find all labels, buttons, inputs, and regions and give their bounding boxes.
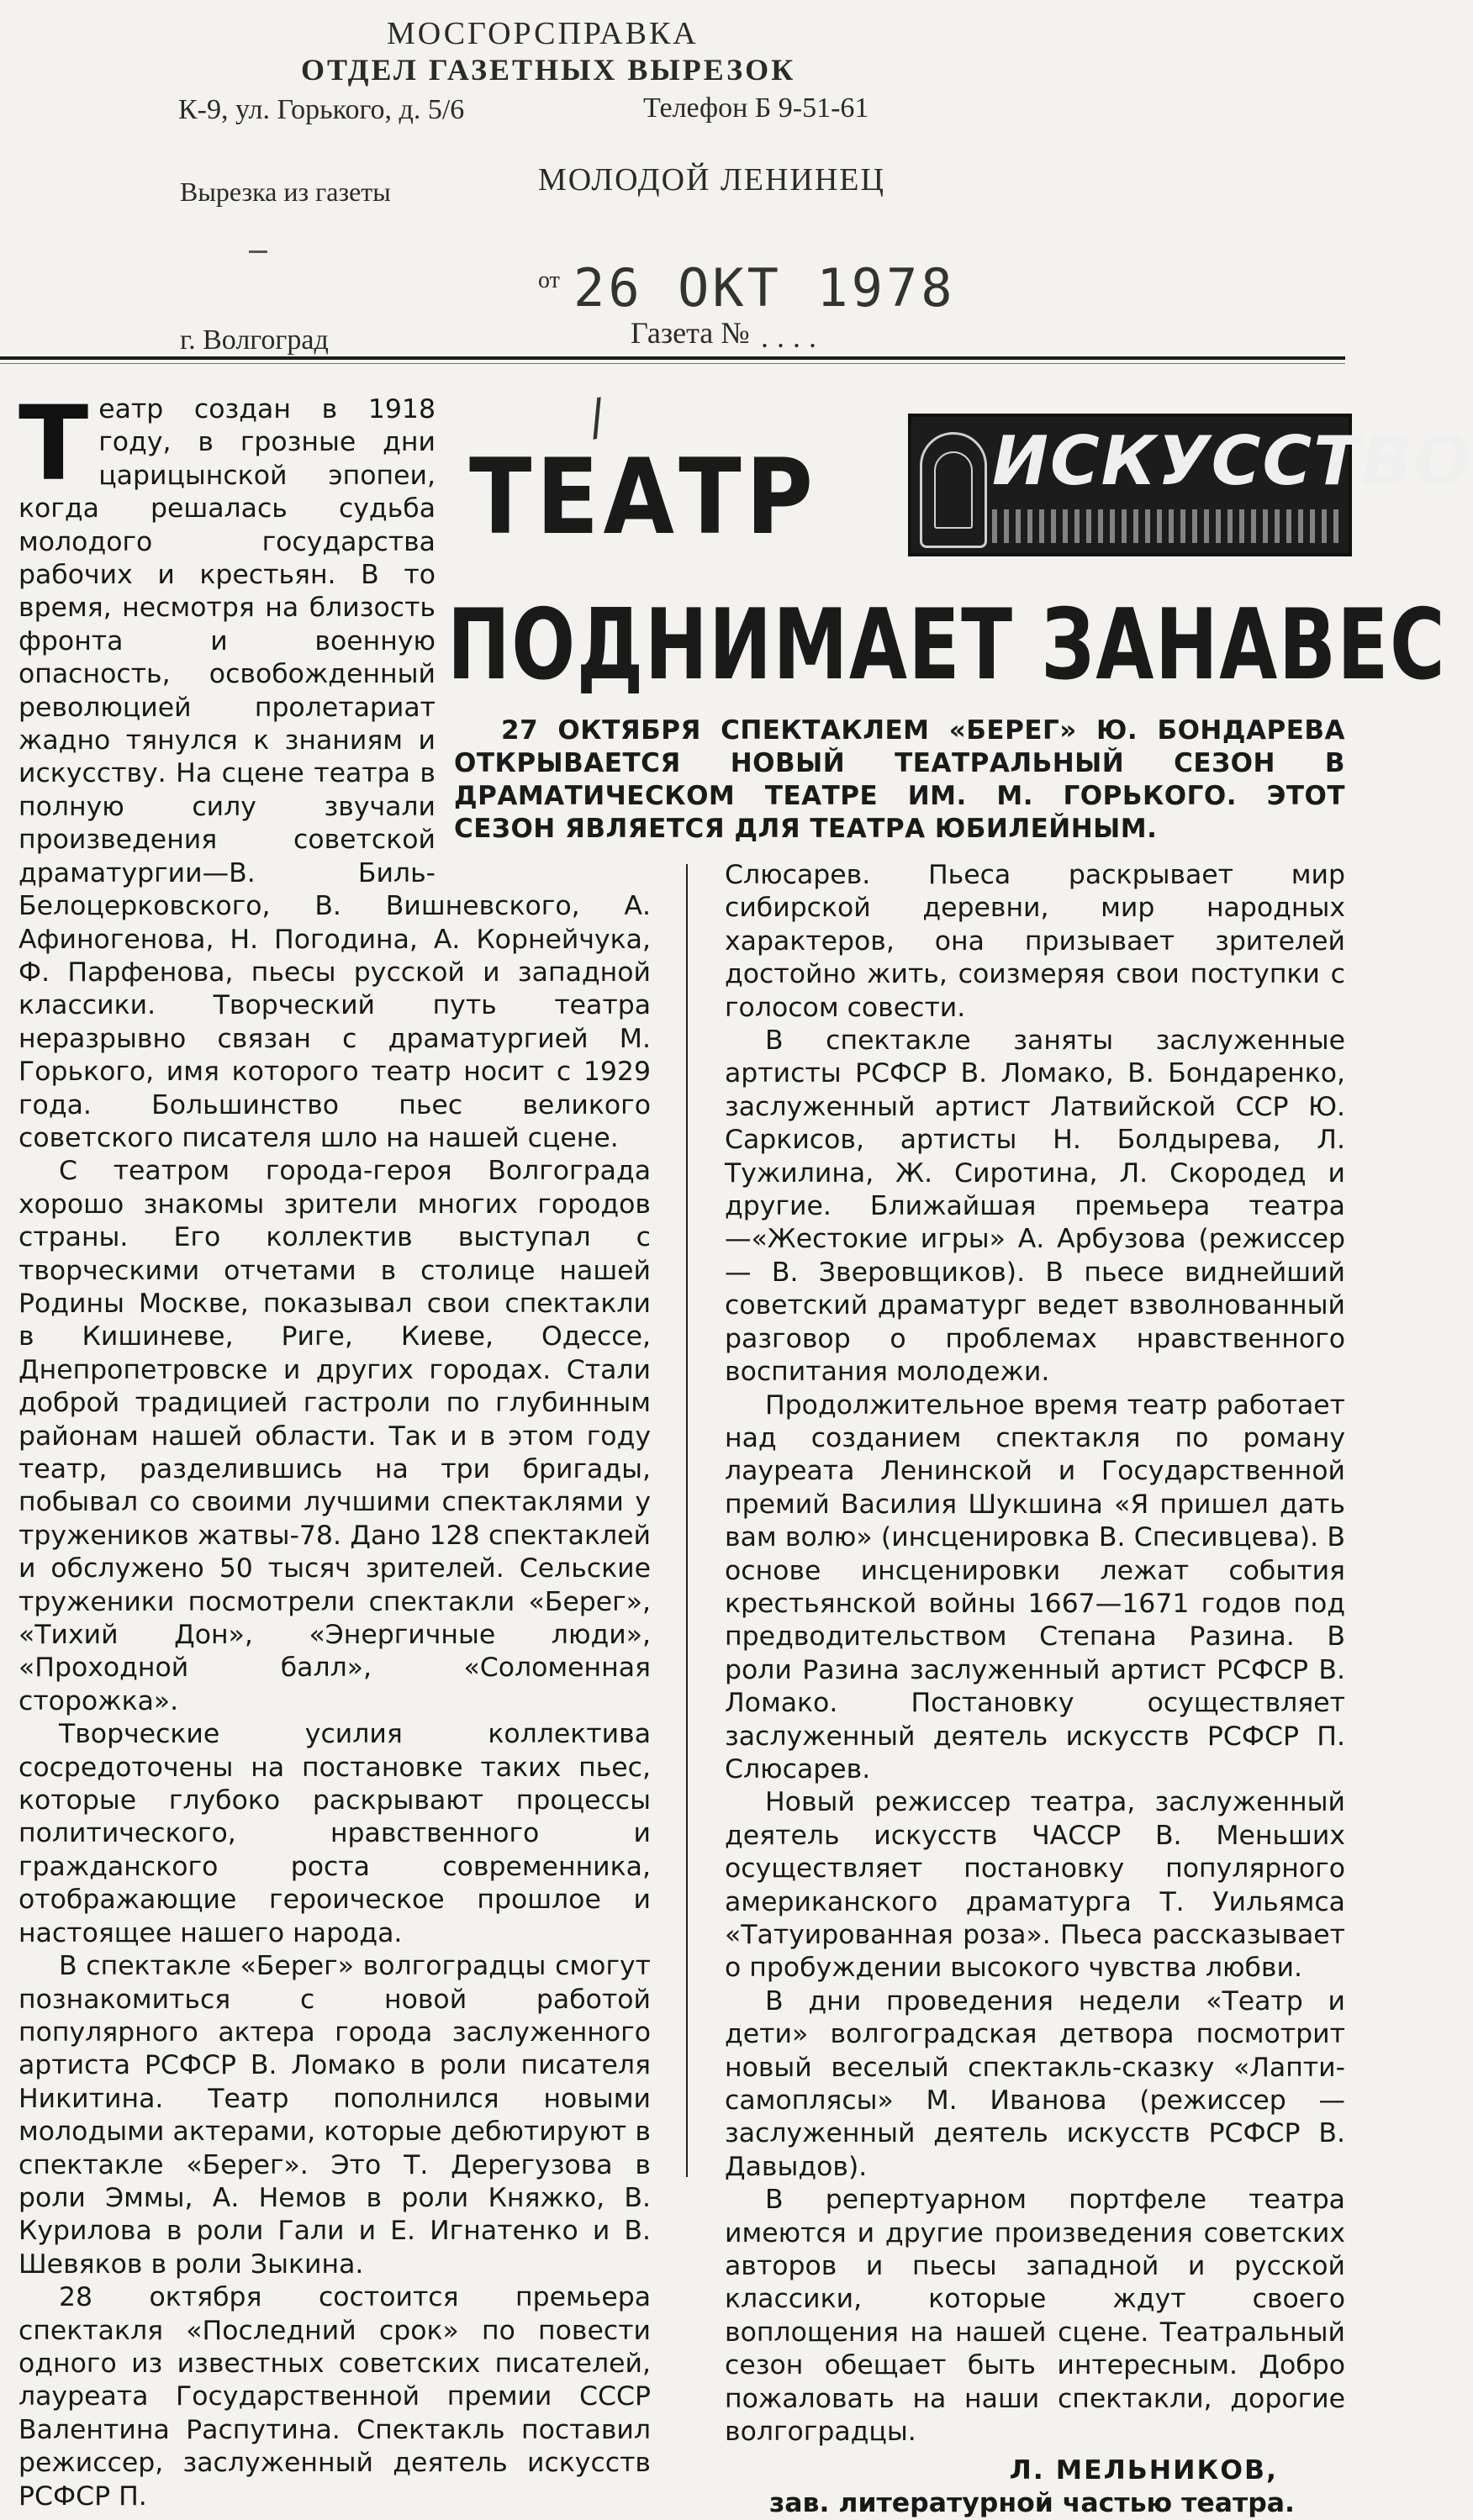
article-column-2 bbox=[725, 859, 1345, 2520]
paragraph: Продолжительное время театр работает над созданием спектакля по роману лауреата Ленинской и Государственной премий Василия Шукшина «Я пришел дать вам волю» (инсценировка В. Спесивцева). В основе инсценировки лежат события крестьянской войны 1667—1671 годов под предводительством Степана Разина. В роли Разина заслуженный артист РСФСР В. Ломако. Постановку осуществляет заслуженный деятель искусств РСФСР П. Слюсарев. bbox=[725, 1389, 1345, 1787]
drop-cap: Т bbox=[18, 402, 88, 486]
gazeta-number-label: Газета № bbox=[631, 315, 750, 351]
paragraph: С театром города-героя Волгограда хорошо знакомы зрители многих городов страны. Его коллектив выступал с творческими отчетами в столице нашей Родины Москве, показывал свои спектакли в Кишиневе, Риге, Киеве, Одессе, Днепропетровске и других городах. Стали доброй традицией гастроли по глубинным районам нашей области. Так и в этом году театр, разделившись на три бригады, побывал со своими лучшими спектаклями у тружеников жатвы-78. Дано 128 спектаклей и обслужено 50 тысяч зрителей. Сельские труженики посмотрели спектакли «Берег», «Тихий Дон», «Энергичные люди», «Проходной балл», «Соломенная сторожка». bbox=[18, 1155, 651, 1718]
paragraph: Творческие усилия коллектива сосредоточены на постановке таких пьес, которые глубоко раскрывают процессы политического, нравственного и гражданского роста современника, отображающие героическое прошлое и настоящее нашего народа. bbox=[18, 1718, 651, 1950]
city-label: г. Волгоград bbox=[180, 324, 329, 356]
clipping-top-edge bbox=[0, 356, 1345, 360]
headline-wrap-space bbox=[436, 393, 651, 862]
pen-check-mark-icon: / bbox=[583, 387, 610, 447]
divider bbox=[249, 250, 267, 253]
date-stamp: 26 ОКТ 1978 bbox=[573, 257, 956, 319]
headline-line-2: ПОДНИМАЕТ ЗАНАВЕС bbox=[447, 588, 1446, 702]
paragraph: Слюсарев. Пьеса раскрывает мир сибирской деревни, мир народных характеров, она призывает зрителей достойно жить, соизмеряя свои поступки с голосом совести. bbox=[725, 859, 1345, 1025]
rubric-banner bbox=[908, 414, 1352, 556]
column-divider bbox=[686, 864, 688, 2177]
department-name: ОТДЕЛ ГАЗЕТНЫХ ВЫРЕЗОК bbox=[301, 52, 795, 87]
author-position: зав. литературной частью театра. bbox=[725, 2487, 1345, 2520]
clipping-top-edge-shadow bbox=[0, 363, 1345, 364]
rubric-title: ИСКУССТВО bbox=[992, 422, 1473, 500]
newspaper-name: МОЛОДОЙ ЛЕНИНЕЦ bbox=[538, 161, 885, 198]
gazeta-number-placeholder: .... bbox=[761, 319, 825, 355]
paragraph: В дни проведения недели «Театр и дети» волгоградская детвора посмотрит новый веселый спектакль-сказку «Лапти-самоплясы» М. Иванова (режиссер — заслуженный деятель искусств РСФСР В. Давыдов). bbox=[725, 1985, 1345, 2184]
service-name: МОСГОРСПРАВКА bbox=[387, 15, 699, 52]
headline-line-1: ТЕАТР bbox=[469, 437, 817, 558]
article-column-1 bbox=[18, 393, 651, 2513]
ornament-band bbox=[992, 509, 1338, 543]
lead-paragraph: 27 ОКТЯБРЯ СПЕКТАКЛЕМ «БЕРЕГ» Ю. БОНДАРЕВА ОТКРЫВАЕТСЯ НОВЫЙ ТЕАТРАЛЬНЫЙ СЕЗОН В ДРАМАТИЧЕСКОМ ТЕАТРЕ ИМ. М. ГОРЬКОГО. ЭТОТ СЕЗОН ЯВЛЯЕТСЯ ДЛЯ ТЕАТРА ЮБИЛЕЙНЫМ. bbox=[454, 714, 1345, 846]
paragraph: В спектакле заняты заслуженные артисты РСФСР В. Ломако, В. Бондаренко, заслуженный артист Латвийской ССР Ю. Саркисов, артисты Н. Болдырева, Л. Тужилина, Ж. Сиротина, Л. Скородед и другие. Ближайшая премьера театра—«Жестокие игры» А. Арбузова (режиссер — В. Зверовщиков). В пьесе виднейший советский драматург ведет взволнованный разговор о проблемах нравственного воспитания молодежи. bbox=[725, 1025, 1345, 1389]
author-name: Л. МЕЛЬНИКОВ, bbox=[725, 2454, 1345, 2487]
ornament-icon bbox=[920, 432, 987, 548]
paragraph-text: еатр создан в 1918 году, в грозные дни царицынской эпопеи, когда решалась судьба молодого государства рабочих и крестьян. В то время, несмотря на близость фронта и военную опасность, освобожденный революцией пролетариат жадно тянулся к знаниям и искусству. На сцене театра в полную силу звучали произведения советской драматургии—В. Биль-Белоцерковского, В. Вишневского, А. Афиногенова, Н. Погодина, А. Корнейчука, Ф. Парфенова, пьесы русской и западной классики. Творческий путь театра неразрывно связан с драматургией М. Горького, имя которого театр носит с 1929 года. Большинство пьес великого советского писателя шло на нашей сцене. bbox=[18, 394, 651, 1153]
author-signature bbox=[725, 2454, 1345, 2520]
date-prefix: от bbox=[538, 267, 560, 294]
paragraph: 28 октября состоится премьера спектакля «Последний срок» по повести одного из известных советских писателей, лауреата Государственной премии СССР Валентина Распутина. Спектакль поставил режиссер, заслуженный деятель искусств РСФСР П. bbox=[18, 2281, 651, 2513]
service-address: К-9, ул. Горького, д. 5/6 bbox=[178, 94, 464, 126]
paragraph: Новый режиссер театра, заслуженный деятель искусств ЧАССР В. Меньших осуществляет постановку популярного американского драматурга Т. Уильямса «Татуированная роза». Пьеса рассказывает о пробуждении высокого чувства любви. bbox=[725, 1786, 1345, 1985]
clipping-from-label: Вырезка из газеты bbox=[180, 177, 391, 208]
service-phone: Телефон Б 9-51-61 bbox=[643, 92, 868, 124]
paragraph: В спектакле «Берег» волгоградцы смогут познакомиться с новой работой популярного актера города заслуженного артиста РСФСР В. Ломако в роли писателя Никитина. Театр пополнился новыми молодыми актерами, которые дебютируют в спектакле «Берег». Это Т. Дерегузова в роли Эммы, А. Немов в роли Княжко, В. Курилова в роли Гали и Е. Игнатенко и В. Шевяков в роли Зыкина. bbox=[18, 1950, 651, 2281]
paragraph: В репертуарном портфеле театра имеются и другие произведения советских авторов и пьесы западной и русской классики, которые ждут своего воплощения на нашей сцене. Театральный сезон обещает быть интересным. Добро пожаловать на наши спектакли, дорогие волгоградцы. bbox=[725, 2184, 1345, 2449]
